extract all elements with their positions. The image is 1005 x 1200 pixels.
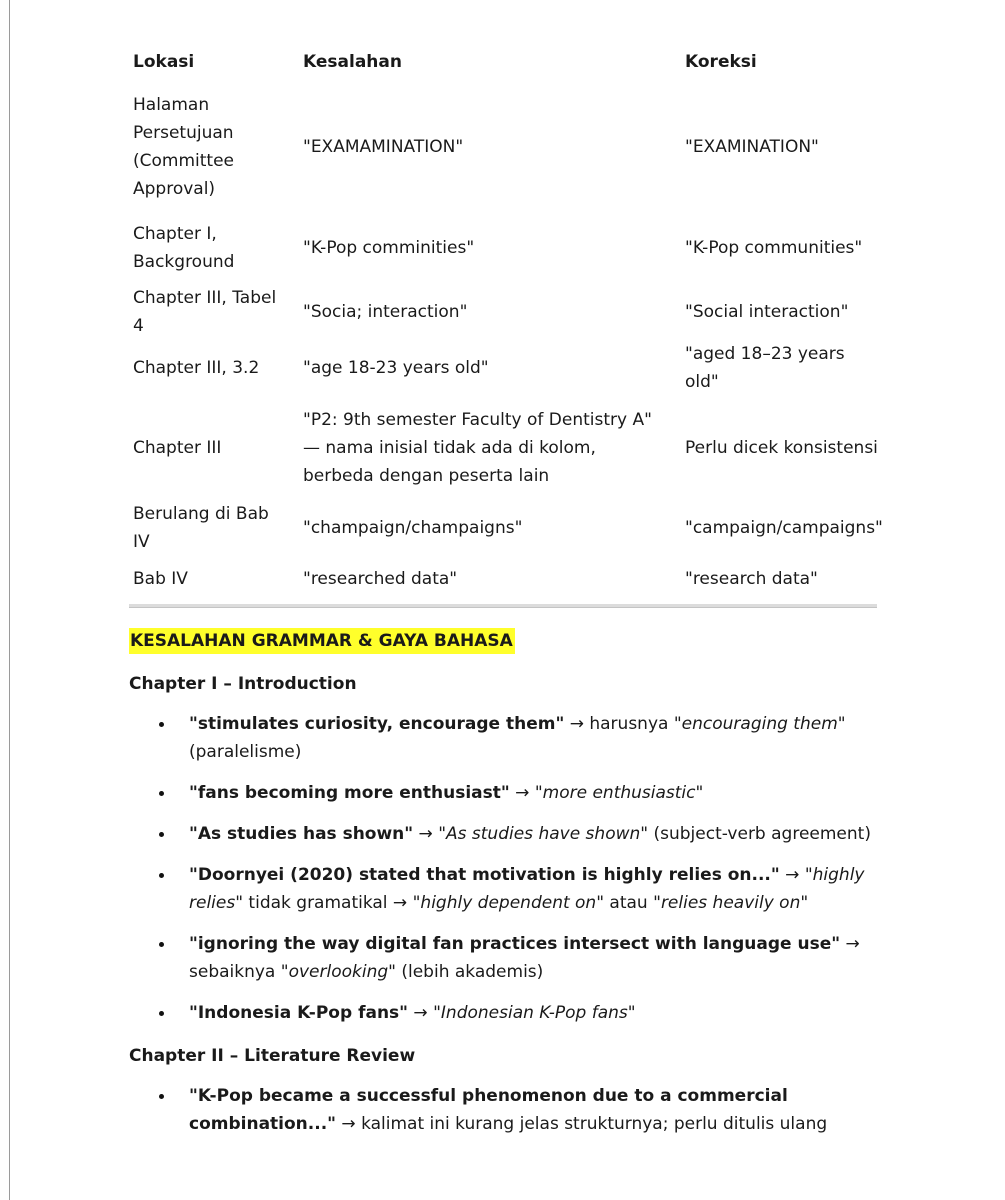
cell-koreksi: "EXAMINATION" (685, 137, 819, 157)
column-header-kesalahan: Kesalahan (303, 52, 402, 72)
table-row (126, 284, 890, 340)
cell-kesalahan: "age 18-23 years old" (303, 358, 489, 378)
cell-koreksi: "research data" (685, 569, 818, 589)
cell-koreksi: "campaign/campaigns" (685, 518, 883, 538)
table-row (126, 82, 890, 212)
list-item: "Doornyei (2020) stated that motivation is highly relies on..." → "highly relies" tidak gramatikal → "highly dependent on" atau "relies heavily on" (189, 861, 879, 917)
list-item: "stimulates curiosity, encourage them" → harusnya "encouraging them" (paralelisme) (189, 710, 879, 766)
list-item: "As studies has shown" → "As studies have shown" (subject-verb agreement) (189, 820, 879, 848)
chapter-2-heading: Chapter II – Literature Review (129, 1046, 416, 1066)
chapter-1-list (189, 710, 879, 1040)
table-row (126, 340, 890, 396)
cell-lokasi: Chapter I, Background (133, 224, 235, 272)
cell-kesalahan: "researched data" (303, 569, 458, 589)
cell-koreksi: "K-Pop communities" (685, 238, 863, 258)
table-header-row (126, 42, 890, 82)
column-header-koreksi: Koreksi (685, 52, 757, 72)
list-item: "Indonesia K-Pop fans" → "Indonesian K-Pop fans" (189, 999, 879, 1027)
cell-lokasi: Chapter III (133, 438, 222, 458)
horizontal-divider (129, 604, 877, 608)
cell-kesalahan: "Socia; interaction" (303, 302, 468, 322)
cell-kesalahan: "EXAMAMINATION" (303, 137, 464, 157)
table-row (126, 396, 890, 500)
error-table (126, 42, 890, 602)
cell-lokasi: Bab IV (133, 569, 188, 589)
grammar-section-heading: KESALAHAN GRAMMAR & GAYA BAHASA (129, 628, 515, 654)
chapter-2-list (189, 1082, 879, 1151)
list-item: "ignoring the way digital fan practices intersect with language use" → sebaiknya "overlooking" (lebih akademis) (189, 930, 879, 986)
cell-lokasi: Berulang di Bab IV (133, 504, 269, 552)
column-header-lokasi: Lokasi (133, 52, 195, 72)
cell-kesalahan: "P2: 9th semester Faculty of Dentistry A" — nama inisial tidak ada di kolom, berbeda dengan peserta lain (303, 410, 652, 486)
cell-lokasi: Chapter III, Tabel 4 (133, 288, 277, 336)
cell-koreksi: Perlu dicek konsistensi (685, 438, 878, 458)
cell-koreksi: "aged 18–23 years old" (685, 344, 845, 392)
table-row (126, 500, 890, 556)
table-row (126, 556, 890, 602)
cell-koreksi: "Social interaction" (685, 302, 849, 322)
list-item: "fans becoming more enthusiast" → "more enthusiastic" (189, 779, 879, 807)
chapter-1-heading: Chapter I – Introduction (129, 674, 357, 694)
cell-kesalahan: "champaign/champaigns" (303, 518, 523, 538)
page-left-edge (9, 0, 10, 1200)
cell-lokasi: Halaman Persetujuan (Committee Approval) (133, 95, 234, 199)
list-item: "K-Pop became a successful phenomenon due to a commercial combination..." → kalimat ini kurang jelas strukturnya; perlu ditulis ulang (189, 1082, 879, 1138)
table-row (126, 212, 890, 284)
cell-lokasi: Chapter III, 3.2 (133, 358, 260, 378)
cell-kesalahan: "K-Pop comminities" (303, 238, 475, 258)
